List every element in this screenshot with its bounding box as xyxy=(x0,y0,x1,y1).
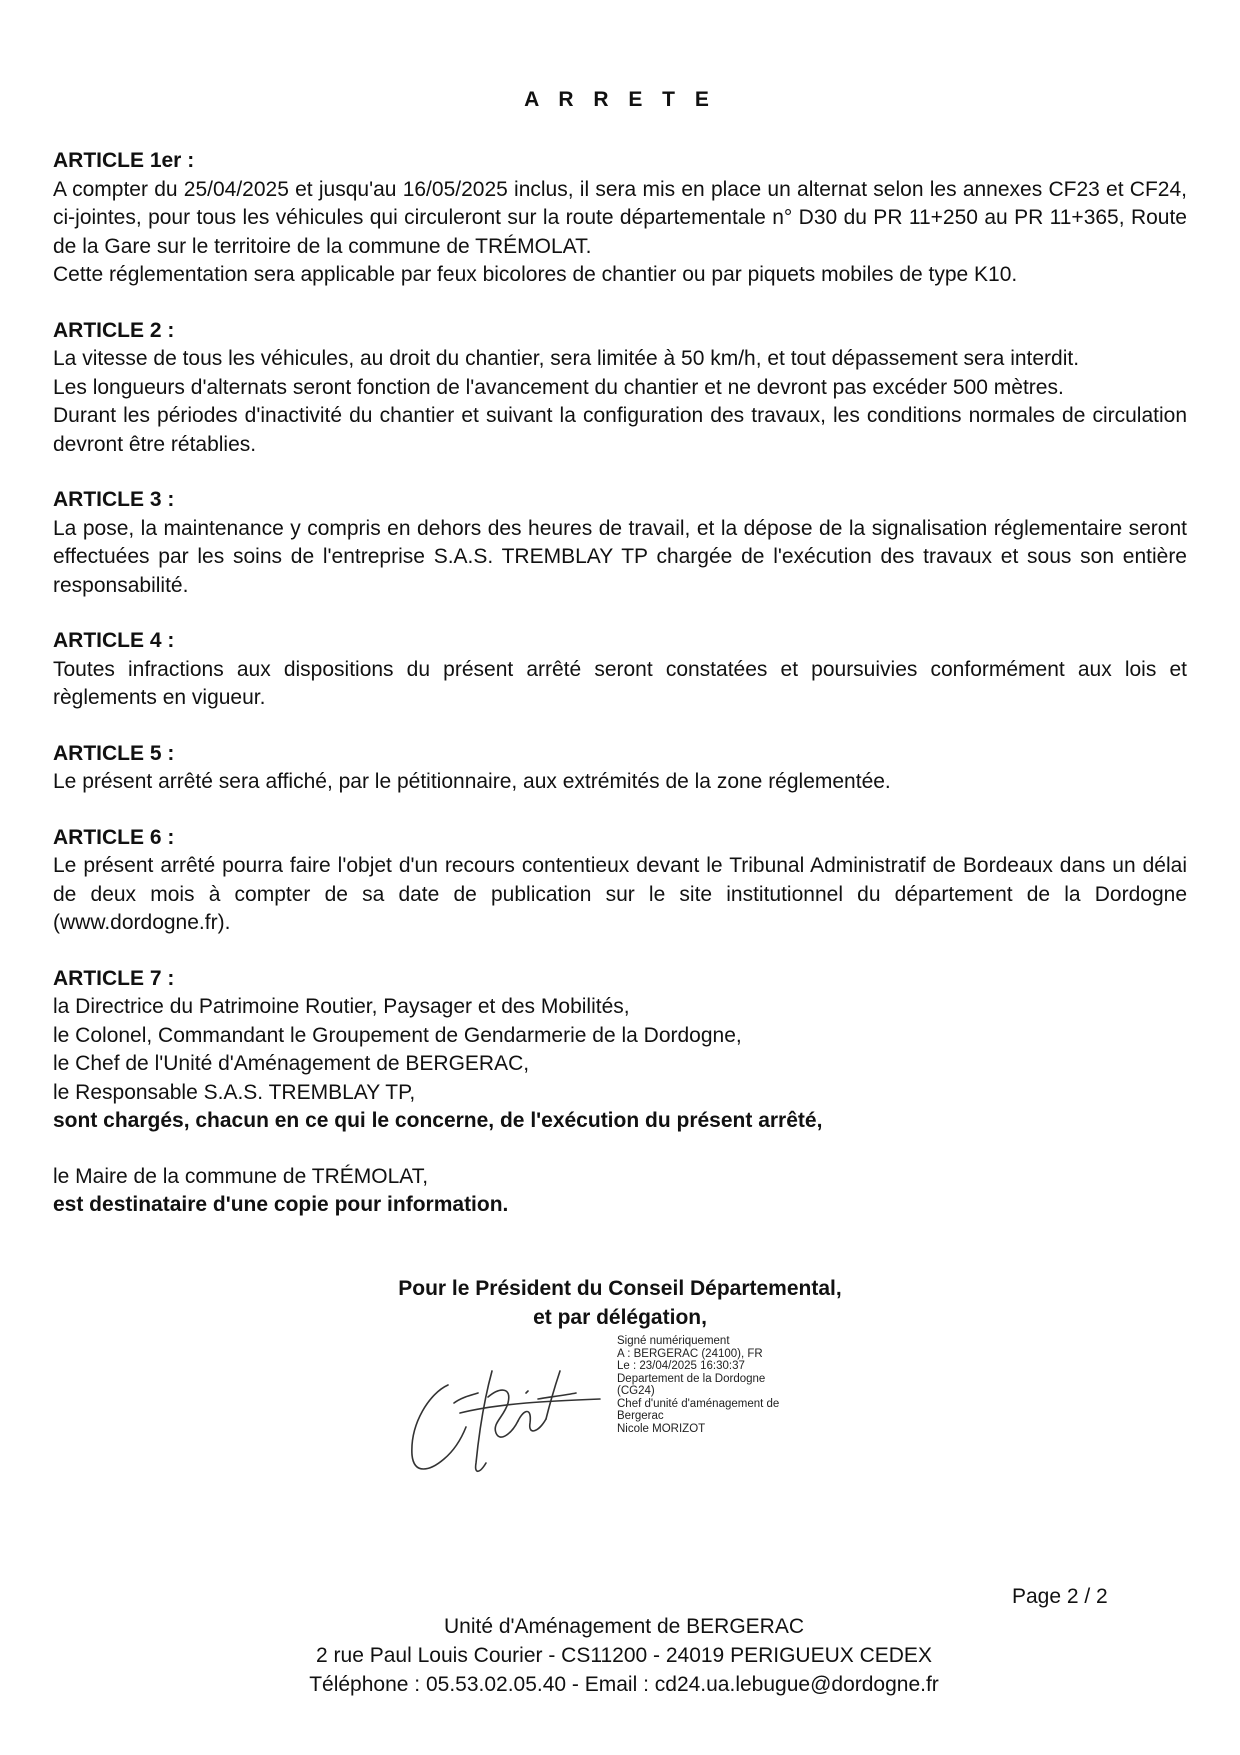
article-heading: ARTICLE 5 : xyxy=(53,741,175,765)
article-paragraph: Durant les périodes d'inactivité du chantier et suivant la configuration des travaux, les conditions normales de circulation devront être rétablies. xyxy=(53,404,1187,456)
recipient-line: le Responsable S.A.S. TREMBLAY TP, xyxy=(53,1080,416,1104)
footer-address: 2 rue Paul Louis Courier - CS11200 - 24019 PERIGUEUX CEDEX xyxy=(316,1644,932,1667)
article-heading: ARTICLE 6 : xyxy=(53,825,175,849)
article-7 xyxy=(53,965,1187,1136)
article-paragraph: Le présent arrêté sera affiché, par le pétitionnaire, aux extrémités de la zone réglementée. xyxy=(53,770,891,793)
article-paragraph: La vitesse de tous les véhicules, au droit du chantier, sera limitée à 50 km/h, et tout dépassement sera interdit. xyxy=(53,347,1080,370)
footer xyxy=(0,1612,1240,1699)
article-heading: ARTICLE 7 : xyxy=(53,966,175,990)
stamp-line: Le : 23/04/2025 16:30:37 xyxy=(617,1360,745,1372)
article-3 xyxy=(53,486,1187,600)
copy-statement: est destinataire d'une copie pour information. xyxy=(53,1193,509,1216)
stamp-line: Chef d'unité d'aménagement de xyxy=(617,1397,780,1410)
stamp-line: A : BERGERAC (24100), FR xyxy=(617,1347,763,1360)
footer-unit: Unité d'Aménagement de BERGERAC xyxy=(443,1615,804,1638)
article-1 xyxy=(53,147,1187,290)
article-paragraph: Cette réglementation sera applicable par feux bicolores de chantier ou par piquets mobiles de type K10. xyxy=(53,263,1018,286)
article-heading: ARTICLE 3 : xyxy=(53,488,175,511)
article-paragraph: A compter du 25/04/2025 et jusqu'au 16/05/2025 inclus, il sera mis en place un alternat selon les annexes CF23 et CF24, ci-jointes, pour tous les véhicules qui circuleront sur la route départementale n° D30 du PR 11+250 au PR 11+365, Route de la Gare sur le territoire de la commune de TRÉMOLAT. xyxy=(53,177,1187,258)
article-4 xyxy=(53,627,1187,713)
document-body xyxy=(53,147,1187,1247)
article-paragraph: Toutes infractions aux dispositions du présent arrêté seront constatées et poursuivies conformément aux lois et règlements en vigueur. xyxy=(53,657,1187,709)
signer-block xyxy=(0,1274,1240,1332)
article-2 xyxy=(53,317,1187,460)
signature-area xyxy=(400,1335,820,1485)
document-title: A R R E T E xyxy=(524,88,716,111)
article-paragraph: Le présent arrêté pourra faire l'objet d'un recours contentieux devant le Tribunal Administratif de Bordeaux dans un délai de deux mois à compter de sa date de publication sur le site institutionnel du département de la Dordogne (www.dordogne.fr). xyxy=(53,854,1187,934)
recipient-line: le Colonel, Commandant le Groupement de Gendarmerie de la Dordogne, xyxy=(53,1023,742,1047)
copy-recipient: le Maire de la commune de TRÉMOLAT, xyxy=(53,1164,429,1188)
stamp-line: Signé numériquement xyxy=(617,1335,730,1347)
stamp-line: (CG24) xyxy=(617,1385,655,1397)
article-heading: ARTICLE 1er : xyxy=(53,149,195,172)
footer-contact: Téléphone : 05.53.02.05.40 - Email : cd24.ua.lebugue@dordogne.fr xyxy=(309,1673,939,1696)
charge-statement: sont chargés, chacun en ce qui le concerne, de l'exécution du présent arrêté, xyxy=(53,1109,823,1132)
article-heading: ARTICLE 2 : xyxy=(53,318,175,342)
article-5 xyxy=(53,740,1187,797)
recipient-line: le Chef de l'Unité d'Aménagement de BERGERAC, xyxy=(53,1052,530,1075)
copy-recipient-block xyxy=(53,1163,1187,1220)
digital-signature-stamp xyxy=(617,1335,779,1435)
stamp-line: Departement de la Dordogne xyxy=(617,1372,766,1385)
article-6 xyxy=(53,824,1187,938)
signer-line-2: et par délégation, xyxy=(533,1306,707,1329)
article-heading: ARTICLE 4 : xyxy=(53,629,175,652)
handwritten-signature-icon xyxy=(400,1363,620,1483)
page-number: Page 2 / 2 xyxy=(1012,1585,1108,1608)
stamp-line: Nicole MORIZOT xyxy=(617,1422,706,1435)
stamp-line: Bergerac xyxy=(617,1410,664,1422)
article-paragraph: La pose, la maintenance y compris en dehors des heures de travail, et la dépose de la signalisation réglementaire seront effectuées par les soins de l'entreprise S.A.S. TREMBLAY TP chargée de l'exécution des travaux et sous son entière responsabilité. xyxy=(53,516,1187,597)
signer-line-1: Pour le Président du Conseil Départemental, xyxy=(398,1277,842,1300)
recipient-line: la Directrice du Patrimoine Routier, Paysager et des Mobilités, xyxy=(53,995,630,1018)
article-paragraph: Les longueurs d'alternats seront fonction de l'avancement du chantier et ne devront pas excéder 500 mètres. xyxy=(53,375,1064,399)
